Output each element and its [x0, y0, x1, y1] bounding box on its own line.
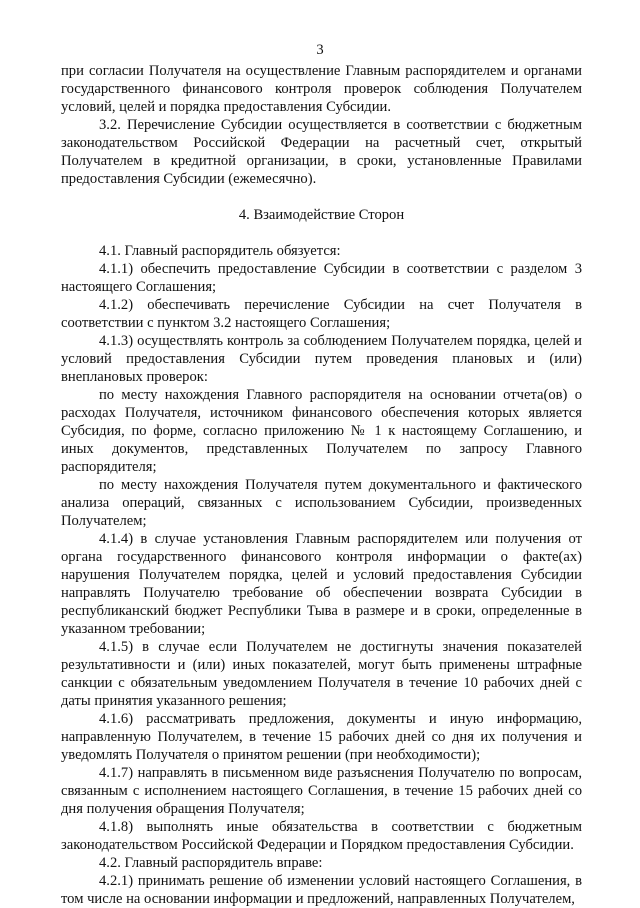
paragraph-4-2-1: 4.2.1) принимать решение об изменении условий настоящего Соглашения, в том числе на основании информации и предложений, направленных Получателем,	[61, 873, 582, 907]
paragraph-4-1-1: 4.1.1) обеспечить предоставление Субсидии в соответствии с разделом 3 настоящего Соглашения;	[61, 261, 582, 295]
paragraph-4-1-4: 4.1.4) в случае установления Главным распорядителем или получения от органа государственного финансового контроля информации о факте(ах) нарушения Получателем порядка, целей и условий предоставления Субсидии направлять Получателю требование об обеспечении возврата Субсидии в республиканский бюджет Республики Тыва в размере и в сроки, определенные в указанном требовании;	[61, 531, 582, 637]
paragraph-4-1-6: 4.1.6) рассматривать предложения, документы и иную информацию, направленную Получателем, в течение 15 рабочих дней со дня их получения и уведомлять Получателя о принятом решении (при необходимости);	[61, 711, 582, 763]
paragraph-4-1-5: 4.1.5) в случае если Получателем не достигнуты значения показателей результативности и (или) иных показателей, могут быть применены штрафные санкции с обязательным уведомлением Получателя в течение 10 рабочих дней с даты принятия указанного решения;	[61, 639, 582, 709]
paragraph-3-2: 3.2. Перечисление Субсидии осуществляется в соответствии с бюджетным законодательством Российской Федерации на расчетный счет, открытый Получателем в кредитной организации, в сроки, установленные Правилами предоставления Субсидии (ежемесячно).	[61, 117, 582, 187]
paragraph-4-1-3-location-distributor: по месту нахождения Главного распорядителя на основании отчета(ов) о расходах Получателя, источником финансового обеспечения которых является Субсидия, по форме, согласно приложению № 1 к настоящему Соглашению, и иных документов, представленных Получателем по запросу Главного распорядителя;	[61, 387, 582, 475]
section-heading-4: 4. Взаимодействие Сторон	[238, 207, 405, 223]
paragraph-4-1-8: 4.1.8) выполнять иные обязательства в соответствии с бюджетным законодательством Российской Федерации и Порядком предоставления Субсидии.	[61, 819, 582, 853]
page-number: 3	[316, 42, 324, 58]
document-body	[61, 62, 582, 908]
paragraph-4-1: 4.1. Главный распорядитель обязуется:	[99, 243, 341, 259]
paragraph-4-1-3-location-recipient: по месту нахождения Получателя путем документального и фактического анализа операций, связанных с использованием Субсидии, произведенных Получателем;	[61, 477, 582, 529]
paragraph-4-1-2: 4.1.2) обеспечивать перечисление Субсидии на счет Получателя в соответствии с пунктом 3.2 настоящего Соглашения;	[61, 297, 582, 331]
paragraph-4-2: 4.2. Главный распорядитель вправе:	[99, 855, 323, 871]
paragraph-3-1-continuation: при согласии Получателя на осуществление Главным распорядителем и органами государственного финансового контроля проверок соблюдения Получателем условий, целей и порядка предоставления Субсидии.	[61, 63, 582, 115]
paragraph-4-1-3: 4.1.3) осуществлять контроль за соблюдением Получателем порядка, целей и условий предоставления Субсидии путем проведения плановых и (или) внеплановых проверок:	[61, 333, 582, 385]
paragraph-4-1-7: 4.1.7) направлять в письменном виде разъяснения Получателю по вопросам, связанным с исполнением настоящего Соглашения, в течение 15 рабочих дней со дня получения обращения Получателя;	[61, 765, 582, 817]
